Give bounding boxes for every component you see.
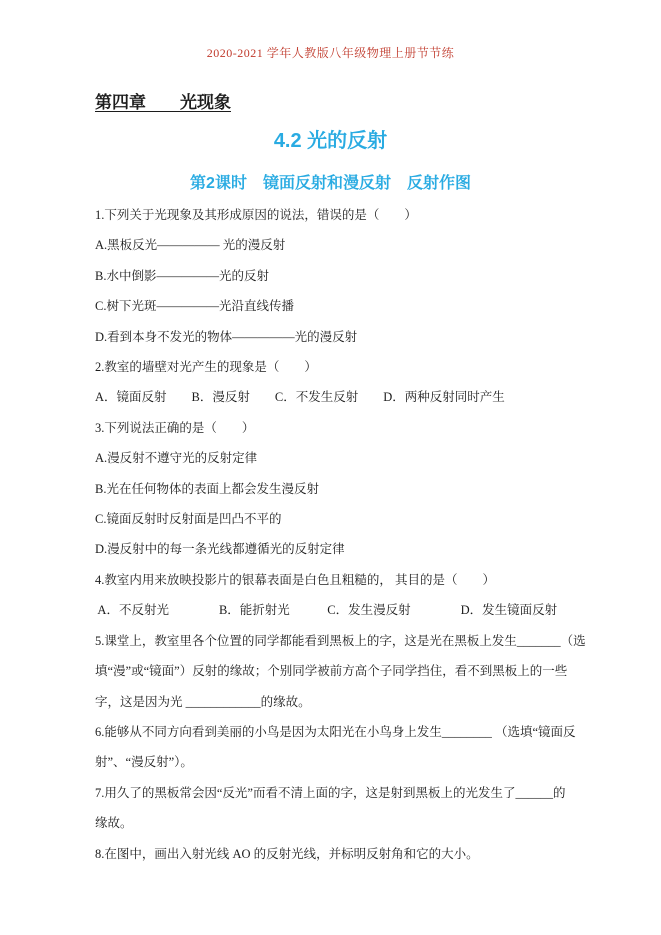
- question-line: 7.用久了的黑板常会因“反光”而看不清上面的字，这是射到黑板上的光发生了______的: [95, 785, 566, 800]
- question-line: 射”、“漫反射”）。: [95, 755, 193, 770]
- unit-title: 4.2 光的反射: [273, 130, 388, 152]
- question-line: 6.能够从不同方向看到美丽的小鸟是因为太阳光在小鸟身上发生________ （选填“镜面反: [95, 724, 576, 739]
- question-line: D.漫反射中的每一条光线都遵循光的反射定律: [95, 542, 345, 557]
- question-line: A.漫反射不遵守光的反射定律: [95, 451, 258, 466]
- question-list: [95, 200, 586, 869]
- question-line: B.水中倒影—————光的反射: [95, 268, 269, 283]
- question-line: C.镜面反射时反射面是凹凸不平的: [95, 512, 282, 527]
- question-line: A．镜面反射 B．漫反射 C．不发生反射 D．两种反射同时产生: [95, 390, 505, 405]
- question-line: 8.在图中，画出入射光线 AO 的反射光线，并标明反射角和它的大小。: [95, 846, 479, 861]
- question-line: A.黑板反光————— 光的漫反射: [95, 238, 286, 253]
- question-line: A．不反射光 B．能折射光 C．发生漫反射 D．发生镜面反射: [95, 603, 558, 618]
- lesson-subtitle: 第2课时 镜面反射和漫反射 反射作图: [190, 175, 471, 192]
- question-line: 5.课堂上，教室里各个位置的同学都能看到黑板上的字，这是光在黑板上发生_______（选: [95, 633, 586, 648]
- question-line: 4.教室内用来放映投影片的银幕表面是白色且粗糙的， 其目的是（ ）: [95, 572, 496, 587]
- question-line: 2.教室的墙壁对光产生的现象是（ ）: [95, 360, 317, 375]
- question-line: 3.下列说法正确的是（ ）: [95, 420, 255, 435]
- question-line: 1.下列关于光现象及其形成原因的说法，错误的是（ ）: [95, 208, 417, 222]
- question-line: 字，这是因为光 ____________的缘故。: [95, 694, 311, 709]
- chapter-heading: 第四章 光现象: [95, 93, 231, 112]
- question-line: C.树下光斑—————光沿直线传播: [95, 299, 294, 314]
- question-line: 缘故。: [95, 816, 133, 831]
- document-header: 2020-2021 学年人教版八年级物理上册节节练: [206, 46, 455, 60]
- question-line: B.光在任何物体的表面上都会发生漫反射: [95, 481, 319, 496]
- question-line: 填“漫”或“镜面”）反射的缘故；个别同学被前方高个子同学挡住，看不到黑板上的一些: [95, 664, 568, 679]
- question-line: D.看到本身不发光的物体—————光的漫反射: [95, 329, 358, 344]
